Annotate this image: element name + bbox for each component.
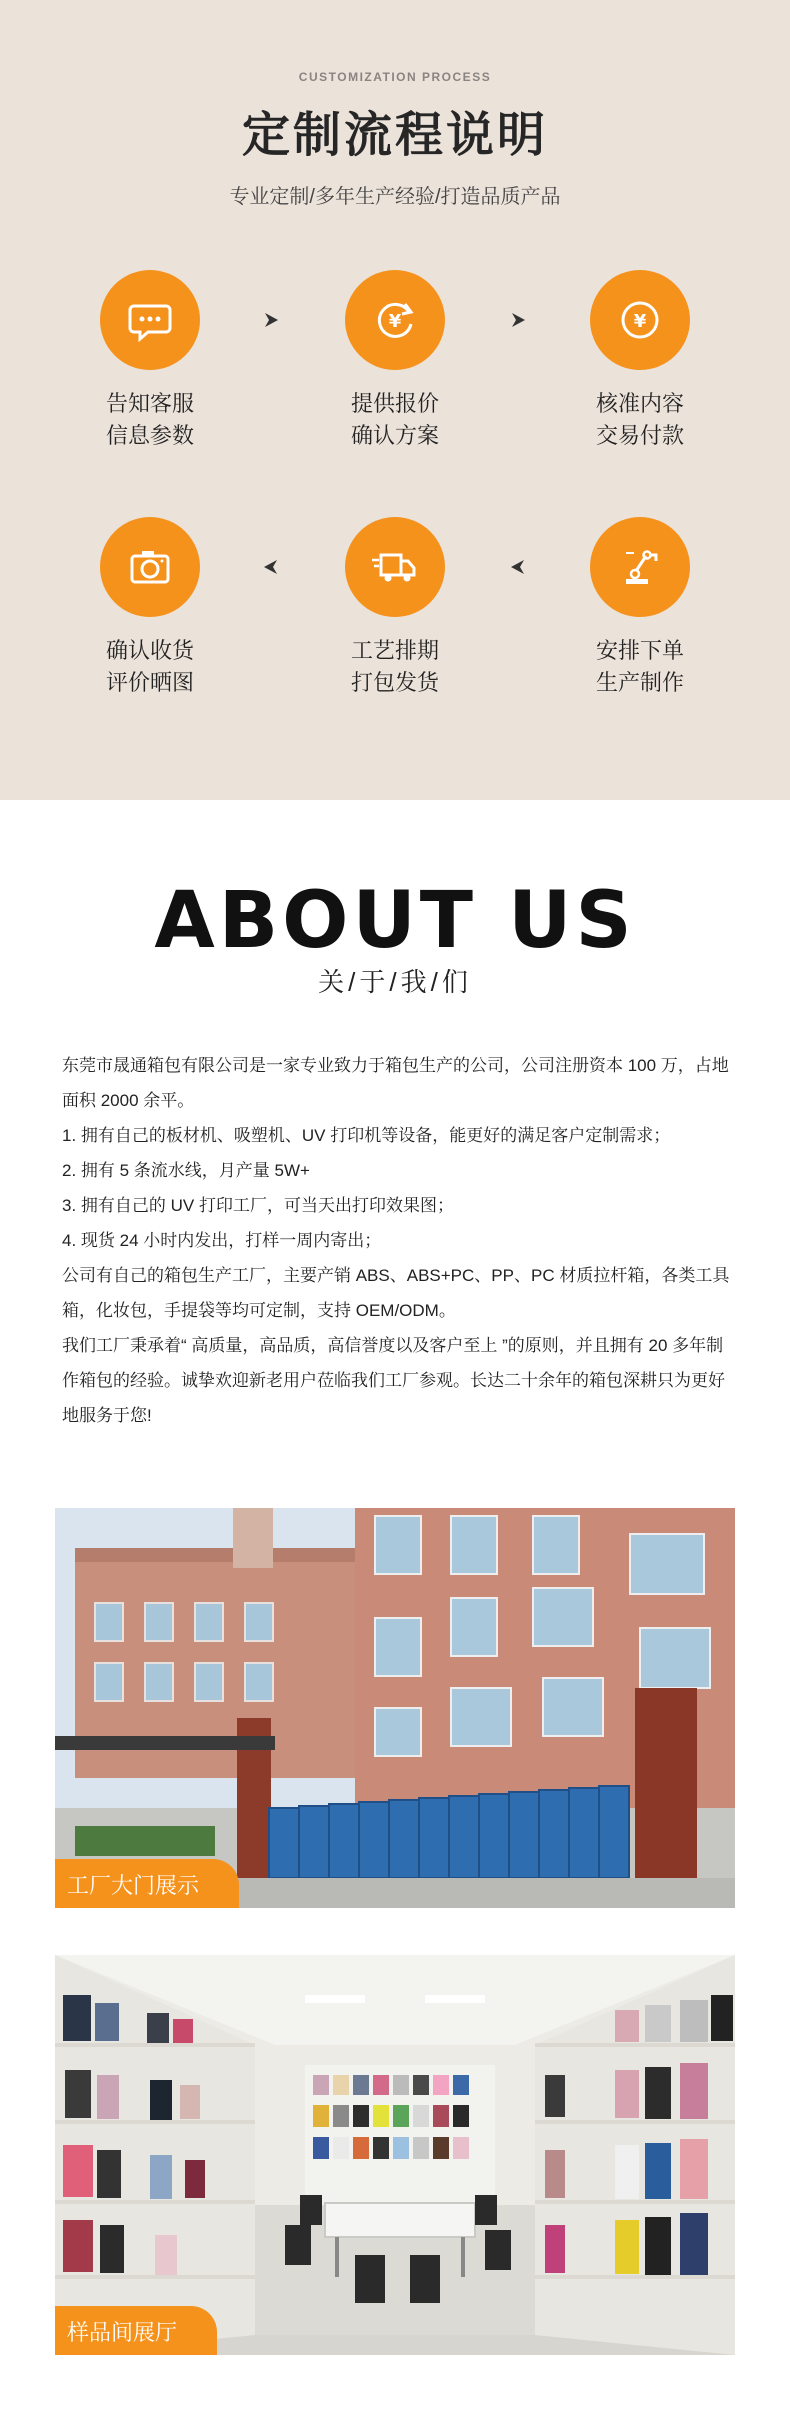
svg-text:¥: ¥ [633, 311, 647, 332]
process-section [0, 0, 790, 800]
about-paragraph: 1. 拥有自己的板材机、吸塑机、UV 打印机等设备，能更好的满足客户定制需求； [62, 1126, 671, 1145]
camera-icon [100, 517, 200, 617]
process-step-3 [540, 270, 740, 452]
photo-label: 工厂大门展示 [55, 1859, 239, 1908]
step-line-2: 确认方案 [350, 423, 439, 448]
svg-text:¥: ¥ [388, 311, 402, 332]
photo-label: 样品间展厅 [55, 2306, 217, 2355]
arrow-right-icon [261, 310, 281, 330]
arrow-left-icon [261, 557, 281, 577]
yuan-refresh-icon [345, 270, 445, 370]
process-eyebrow: CUSTOMIZATION PROCESS [298, 70, 492, 84]
yuan-coin-icon [590, 270, 690, 370]
showroom-image [55, 1955, 735, 2355]
delivery-truck-icon [345, 517, 445, 617]
process-step-4 [540, 517, 740, 699]
arrow-left-icon [508, 557, 528, 577]
about-paragraph: 3. 拥有自己的 UV 打印工厂，可当天出打印效果图； [62, 1196, 454, 1215]
about-title: ABOUT US [154, 876, 636, 966]
about-body [62, 1048, 730, 1433]
about-paragraph: 我们工厂秉承着“ 高质量，高品质，高信誉度以及客户至上 ”的原则，并且拥有 20 多年制作箱包的经验。诚挚欢迎新老用户莅临我们工厂参观。长达二十余年的箱包深耕只为更好地服务于您! [62, 1336, 725, 1425]
step-line-2: 信息参数 [105, 423, 194, 448]
step-line-2: 评价晒图 [105, 670, 194, 695]
showroom-photo [55, 1955, 735, 2355]
step-line-2: 打包发货 [350, 670, 439, 695]
process-step-1 [50, 270, 250, 452]
process-step-2 [295, 270, 495, 452]
about-paragraph: 2. 拥有 5 条流水线，月产量 5W+ [62, 1161, 310, 1180]
step-line-1: 确认收货 [105, 638, 194, 663]
about-paragraph: 东莞市晟通箱包有限公司是一家专业致力于箱包生产的公司，公司注册资本 100 万，占地面积 2000 余平。 [62, 1056, 729, 1110]
process-title: 定制流程说明 [241, 109, 548, 162]
about-paragraph: 公司有自己的箱包生产工厂，主要产销 ABS、ABS+PC、PP、PC 材质拉杆箱，各类工具箱，化妆包，手提袋等均可定制，支持 OEM/ODM。 [62, 1266, 730, 1320]
about-subtitle: 关/于/我/们 [318, 967, 472, 997]
factory-building-image [55, 1508, 735, 1908]
step-line-1: 提供报价 [350, 391, 439, 416]
robot-arm-icon [590, 517, 690, 617]
process-step-6 [50, 517, 250, 699]
process-step-5 [295, 517, 495, 699]
step-line-1: 工艺排期 [350, 638, 439, 663]
process-subtitle: 专业定制/多年生产经验/打造品质产品 [229, 186, 561, 208]
step-line-1: 核准内容 [595, 391, 684, 416]
about-paragraph: 4. 现货 24 小时内发出，打样一周内寄出； [62, 1231, 382, 1250]
step-line-1: 安排下单 [595, 638, 684, 663]
step-line-2: 交易付款 [595, 423, 684, 448]
factory-gate-photo [55, 1508, 735, 1908]
arrow-right-icon [508, 310, 528, 330]
chat-icon [100, 270, 200, 370]
step-line-2: 生产制作 [595, 670, 684, 695]
step-line-1: 告知客服 [105, 391, 194, 416]
